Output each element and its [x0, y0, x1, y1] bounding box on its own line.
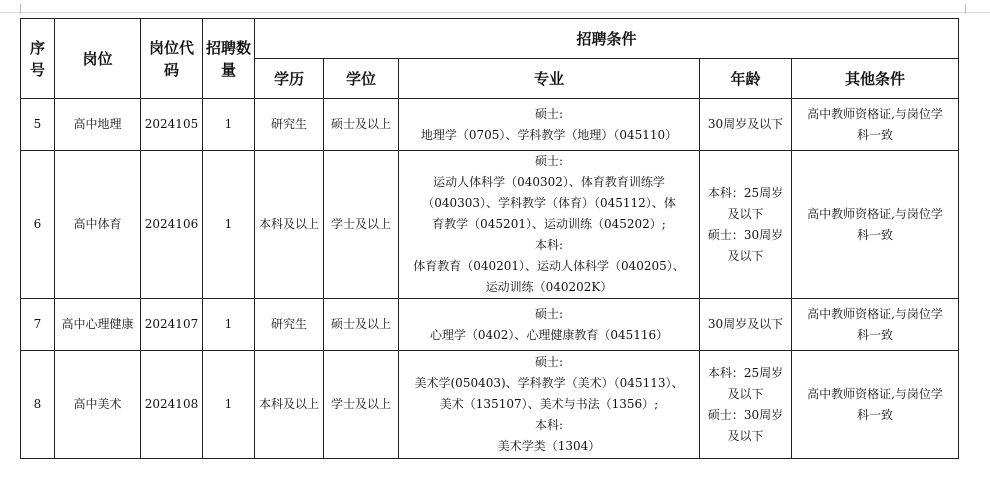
table-row — [21, 99, 959, 151]
major-line: 体育教育（040201）、运动人体科学（040205）、 — [413, 259, 685, 273]
cell-seq: 7 — [21, 299, 55, 351]
other-line: 高中教师资格证,与岗位学 — [807, 106, 943, 121]
cell-seq: 6 — [21, 151, 55, 299]
other-line: 科一致 — [857, 407, 894, 422]
header-count: 招聘数量 — [203, 19, 255, 99]
major-line: 硕士: — [534, 306, 564, 321]
header-other: 其他条件 — [792, 59, 959, 99]
header-age: 年龄 — [700, 59, 792, 99]
cell-age — [700, 351, 792, 459]
table-row — [21, 151, 959, 299]
age-line: 30周岁及以下 — [707, 317, 784, 331]
cell-education: 研究生 — [255, 99, 324, 151]
cell-count: 1 — [203, 99, 255, 151]
cell-degree: 学士及以上 — [324, 151, 399, 299]
major-line: 硕士: — [534, 154, 564, 168]
header-education: 学历 — [255, 59, 324, 99]
header-code: 岗位代码 — [141, 19, 203, 99]
age-line: 及以下 — [727, 206, 764, 221]
cell-degree: 硕士及以上 — [324, 99, 399, 151]
cell-education: 本科及以上 — [255, 151, 324, 299]
header-major: 专业 — [399, 59, 700, 99]
recruitment-table — [20, 18, 959, 459]
cell-other — [792, 151, 959, 299]
cell-code: 2024107 — [141, 299, 203, 351]
cell-major — [399, 351, 700, 459]
cell-position: 高中体育 — [55, 151, 141, 299]
cell-major — [399, 99, 700, 151]
age-line: 硕士：30周岁 — [707, 227, 784, 242]
cell-education: 本科及以上 — [255, 351, 324, 459]
age-line: 本科：25周岁 — [707, 365, 784, 380]
age-line: 硕士：30周岁 — [707, 407, 784, 422]
cell-position: 高中美术 — [55, 351, 141, 459]
cell-degree: 硕士及以上 — [324, 299, 399, 351]
cell-other — [792, 99, 959, 151]
major-line: 硕士: — [534, 106, 564, 121]
other-line: 高中教师资格证,与岗位学 — [807, 386, 943, 401]
page-corner-mark-right — [965, 4, 978, 14]
major-line: 育教学（045201）、运动训练（045202）; — [432, 217, 666, 231]
cell-major — [399, 299, 700, 351]
cell-seq: 5 — [21, 99, 55, 151]
other-line: 高中教师资格证,与岗位学 — [807, 306, 943, 321]
major-line: 运动训练（040202K） — [485, 280, 613, 294]
other-line: 高中教师资格证,与岗位学 — [807, 206, 943, 221]
cell-position: 高中心理健康 — [55, 299, 141, 351]
other-line: 科一致 — [857, 327, 894, 342]
age-line: 及以下 — [727, 428, 764, 443]
header-conditions: 招聘条件 — [255, 19, 959, 59]
cell-other — [792, 351, 959, 459]
other-line: 科一致 — [857, 227, 894, 242]
page-corner-mark-left — [8, 4, 21, 14]
table-row — [21, 299, 959, 351]
header-seq: 序号 — [21, 19, 55, 99]
cell-age — [700, 299, 792, 351]
major-line: （040303）、学科教学（体育）（045112）、体 — [422, 196, 676, 210]
major-line: 硕士: — [534, 355, 564, 369]
major-line: 运动人体科学（040302）、体育教育训练学 — [433, 175, 665, 189]
major-line: 地理学（0705）、学科教学（地理）（045110） — [420, 127, 678, 142]
major-line: 本科: — [534, 238, 564, 252]
cell-major — [399, 151, 700, 299]
cell-code: 2024106 — [141, 151, 203, 299]
major-line: 美术学(050403)、学科教学（美术）（045113）、 — [414, 376, 684, 390]
cell-count: 1 — [203, 299, 255, 351]
age-line: 30周岁及以下 — [707, 117, 784, 131]
major-line: 美术学类（1304） — [497, 439, 601, 453]
cell-age — [700, 151, 792, 299]
cell-position: 高中地理 — [55, 99, 141, 151]
page-top-rule — [0, 12, 990, 13]
header-degree: 学位 — [324, 59, 399, 99]
major-line: 美术（135107）、美术与书法（1356）; — [439, 397, 659, 411]
age-line: 及以下 — [727, 386, 764, 401]
cell-seq: 8 — [21, 351, 55, 459]
major-line: 本科: — [534, 418, 564, 432]
cell-code: 2024108 — [141, 351, 203, 459]
cell-count: 1 — [203, 351, 255, 459]
cell-degree: 学士及以上 — [324, 351, 399, 459]
cell-education: 研究生 — [255, 299, 324, 351]
cell-age — [700, 99, 792, 151]
header-position: 岗位 — [55, 19, 141, 99]
cell-count: 1 — [203, 151, 255, 299]
table-row — [21, 351, 959, 459]
other-line: 科一致 — [857, 127, 894, 142]
age-line: 本科：25周岁 — [707, 185, 784, 200]
age-line: 及以下 — [727, 248, 764, 263]
major-line: 心理学（0402）、心理健康教育（045116） — [429, 327, 669, 342]
cell-other — [792, 299, 959, 351]
cell-code: 2024105 — [141, 99, 203, 151]
